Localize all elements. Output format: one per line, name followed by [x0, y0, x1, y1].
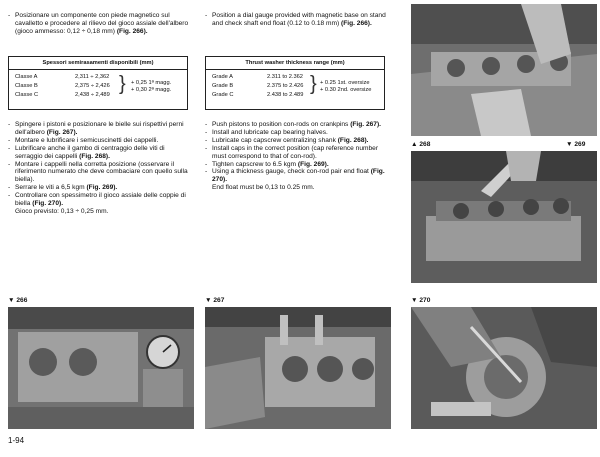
photo-fig-268 — [411, 4, 597, 136]
italian-table-brace: } — [119, 73, 126, 95]
english-step-3: Lubricate cap capscrew centralizing shank — [212, 136, 336, 144]
italian-steps — [8, 121, 192, 216]
italian-play: Gioco previsto: 0,13 ÷ 0,25 mm. — [15, 207, 109, 215]
photo-270-illustration — [411, 307, 597, 429]
italian-step-5: Serrare le viti a 6,5 kgm — [15, 184, 85, 192]
photo-268-illustration — [411, 4, 597, 136]
italian-step-1-fig: (Fig. 267). — [46, 128, 78, 136]
italian-step-4: Montare i cappelli nella corretta posizione (osservare il riferimento numerato che deve combaciare con quello sulla biella). — [15, 160, 188, 184]
italian-step-3: Lubrificare anche il gambo di centraggio delle viti di serraggio dei cappelli — [15, 144, 165, 160]
english-step-6: Using a thickness gauge, check con-rod pair end float — [212, 168, 369, 176]
italian-grade-c: Classe C — [15, 92, 39, 98]
italian-intro — [8, 12, 190, 36]
italian-intro-text: Posizionare un componente con piede magnetico sul cavalletto e procedere al rilievo del gioco assiale dell'albero (gioco ammesso: 0,12 ÷ 0,18 mm) — [15, 12, 189, 35]
italian-grade-a: Classe A — [15, 74, 38, 80]
english-table-title: Thrust washer thickness range (mm) — [206, 57, 384, 70]
english-grade-a: Grade A — [212, 74, 233, 80]
english-range-a: 2.311 to 2.362 — [267, 74, 303, 80]
english-intro — [205, 12, 391, 28]
fig-268-label: ▲ 268 — [411, 141, 431, 148]
italian-step-6: Controllare con spessimetro il gioco assiale delle coppie di biella — [15, 192, 186, 208]
fig-267-label: ▼ 267 — [205, 297, 225, 304]
photo-fig-267 — [205, 307, 391, 429]
italian-range-b: 2,375 ÷ 2,426 — [75, 83, 110, 89]
english-step-4: Install caps in the correct position (cap reference number must correspond to that of con-rod). — [212, 144, 379, 160]
english-range-b: 2.375 to 2.426 — [267, 83, 304, 89]
english-grade-c: Grade C — [212, 92, 234, 98]
english-thickness-table — [205, 56, 385, 110]
italian-grade-b: Classe B — [15, 83, 38, 89]
english-intro-fig: (Fig. 266). — [341, 19, 372, 27]
italian-range-c: 2,438 ÷ 2,489 — [75, 92, 110, 98]
english-play: End float must be 0,13 to 0.25 mm. — [212, 184, 315, 192]
photo-267-illustration — [205, 307, 391, 429]
italian-step-3-fig: (Fig. 268). — [79, 152, 110, 160]
italian-step-5-fig: (Fig. 269). — [86, 184, 118, 192]
italian-step-1: Spingere i pistoni e posizionare le bielle sui rispettivi perni dell'albero — [15, 121, 184, 136]
english-step-6-fig: (Fig. 270). — [212, 168, 385, 184]
photo-266-illustration — [8, 307, 194, 429]
english-step-1: Push pistons to position con-rods on crankpins — [212, 121, 349, 128]
fig-269-label: ▼ 269 — [566, 141, 586, 148]
english-range-c: 2.438 to 2.489 — [267, 92, 304, 98]
english-grade-b: Grade B — [212, 83, 234, 89]
italian-table-title: Spessori semirasamenti disponibili (mm) — [9, 57, 187, 70]
italian-step-6-fig: (Fig. 270). — [32, 200, 64, 208]
english-step-5: Tighten capscrew to 6.5 kgm — [212, 160, 297, 168]
fig-266-label: ▼ 266 — [8, 297, 28, 304]
english-steps — [205, 121, 391, 192]
italian-oversize-2: + 0,30 2ª magg. — [131, 87, 172, 93]
italian-range-a: 2,311 ÷ 2,362 — [75, 74, 110, 80]
photo-269-illustration — [411, 151, 597, 283]
english-table-brace: } — [310, 73, 317, 95]
italian-thickness-table — [8, 56, 188, 110]
english-step-3-fig: (Fig. 268). — [337, 136, 369, 144]
english-step-1-fig: (Fig. 267). — [350, 121, 381, 128]
photo-fig-270 — [411, 307, 597, 429]
english-oversize-1: + 0.25 1st. oversize — [320, 80, 370, 86]
italian-step-2: Montare e lubrificare i semicuscinetti dei cappelli. — [15, 136, 159, 144]
english-step-2: Install and lubricate cap bearing halves. — [212, 128, 328, 136]
english-intro-text: Position a dial gauge provided with magnetic base on stand and check shaft end float (0.12 to 0.18 mm) — [212, 12, 386, 27]
photo-fig-269 — [411, 151, 597, 283]
page-number: 1-94 — [8, 436, 25, 445]
photo-fig-266 — [8, 307, 194, 429]
italian-oversize-1: + 0,25 1ª magg. — [131, 80, 172, 86]
english-step-5-fig: (Fig. 269). — [297, 160, 329, 168]
italian-intro-fig: (Fig. 266). — [116, 27, 148, 35]
english-oversize-2: + 0.30 2nd. oversize — [320, 87, 372, 93]
fig-270-label: ▼ 270 — [411, 297, 431, 304]
